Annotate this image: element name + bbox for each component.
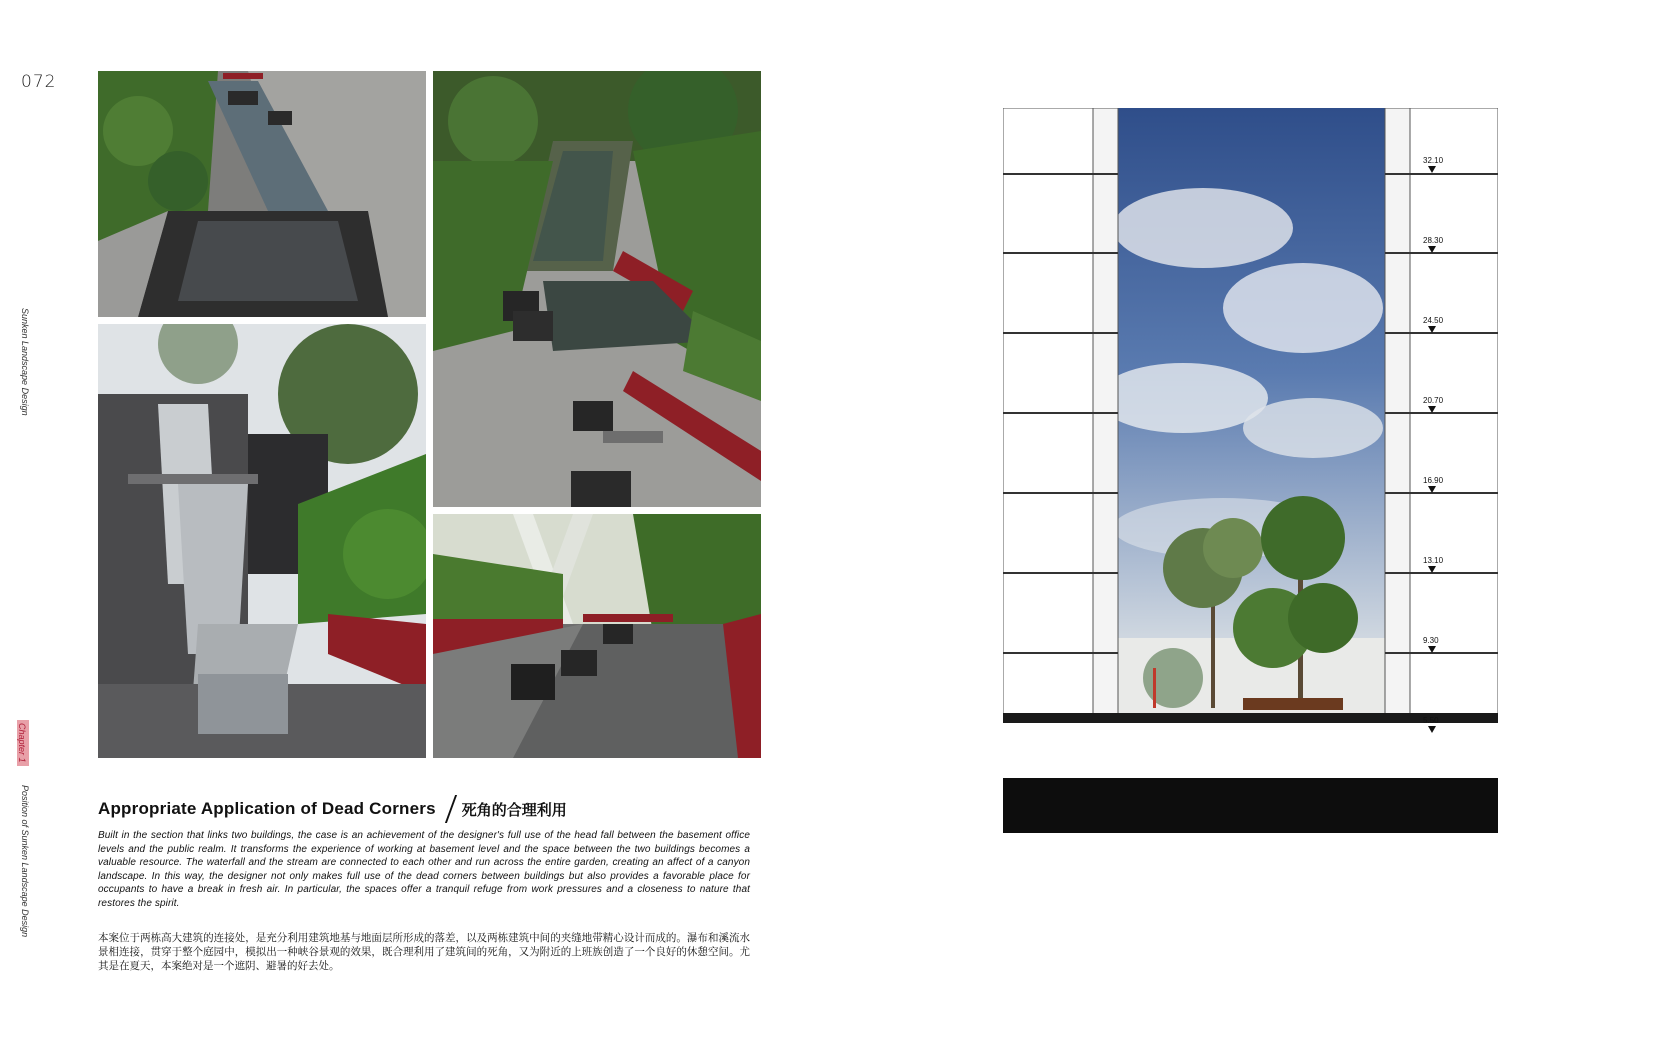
elevation-label: 16.90: [1423, 476, 1444, 485]
photo-water-channel: [98, 71, 426, 317]
elevation-label: 28.30: [1423, 236, 1444, 245]
title-zh: 死角的合理利用: [461, 801, 567, 819]
page-number: 072: [21, 72, 57, 92]
elevation-label: 20.70: [1423, 396, 1444, 405]
elevation-label: 13.10: [1423, 556, 1444, 565]
elevation-label: 5.50: [1423, 716, 1439, 725]
photo-garden-pool: [433, 71, 761, 507]
body-text-zh: 本案位于两栋高大建筑的连接处，是充分利用建筑地基与地面层所形成的落差，以及两栋建筑中间的夹缝地带精心设计而成的。瀑布和溪流水景相连接，贯穿于整个庭园中，模拟出一种峡谷景观的效果，既合理利用了建筑间的死角，又为附近的上班族创造了一个良好的休憩空间。尤其是在夏天，本案绝对是一个遮阴、避暑的好去处。: [98, 932, 750, 972]
photo-waterfall: [98, 324, 426, 758]
elevation-label: 9.30: [1423, 636, 1439, 645]
elevation-label: 32.10: [1423, 156, 1444, 165]
running-chapter-title: Position of Sunken Landscape Design: [20, 785, 30, 938]
running-section-title: Sunken Landscape Design: [20, 308, 30, 416]
title-divider: [445, 795, 457, 823]
elevation-label: 24.50: [1423, 316, 1444, 325]
section-drawing: [1003, 108, 1498, 848]
article-heading: [98, 794, 567, 824]
photo-paved-garden: [433, 514, 761, 758]
body-text-en: Built in the section that links two buildings, the case is an achievement of the designer's full use of the head fall between the basement office levels and the public realm. It transforms the experience of working at basement level and the space between the two buildings becomes a valuable resource. The waterfall and the stream are connected to each other and run across the entire garden, creating an affect of a canyon landscape. In this way, the designer not only makes full use of the dead corners between buildings but also provides a favorable place for occupants to have a break in fresh air. In particular, the spaces offer a tranquil refuge from work pressures and a closeness to nature that restores the spirit.: [98, 830, 750, 909]
title-en: Appropriate Application of Dead Corners: [98, 799, 436, 818]
chapter-label: Chapter 1: [17, 723, 27, 763]
